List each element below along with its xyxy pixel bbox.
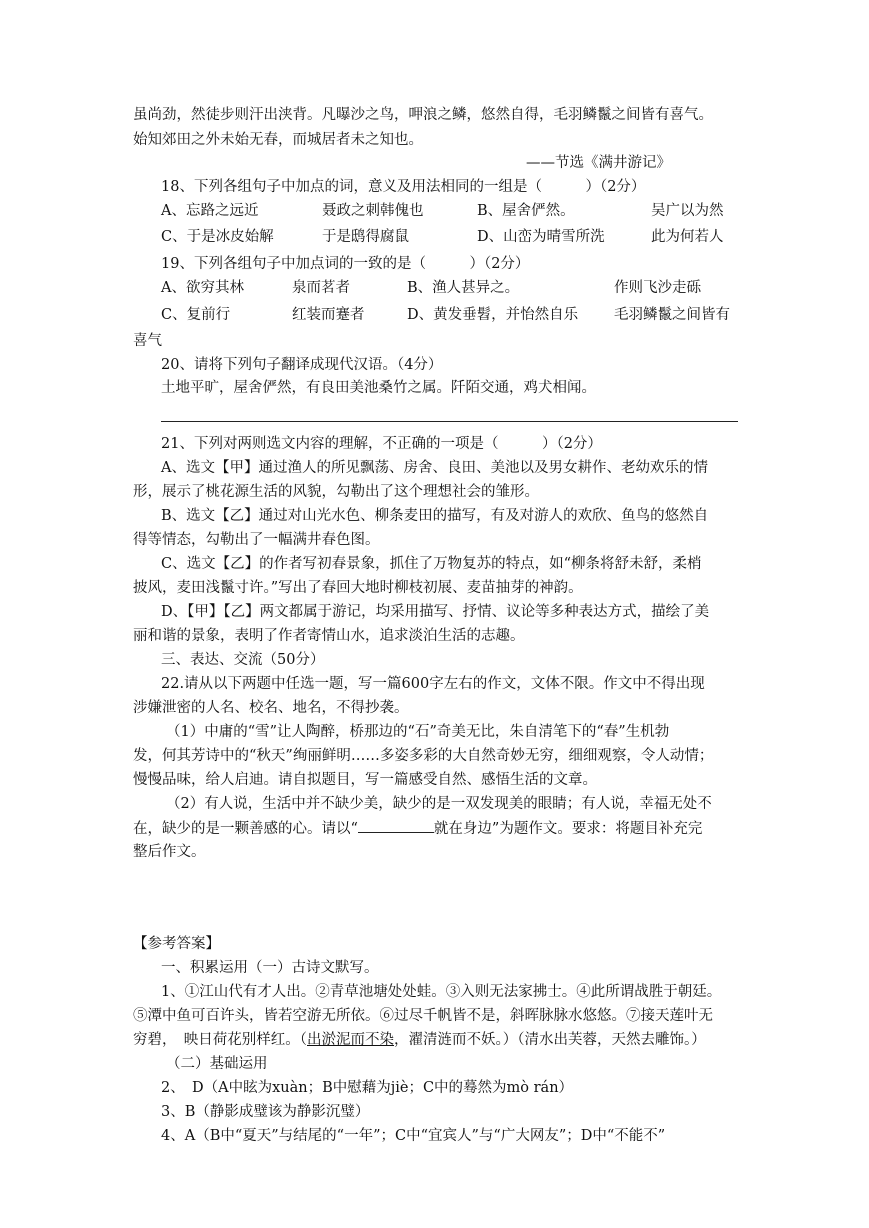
answer-4: 4、A（B中“夏天”与结尾的“一年”；C中“宜宾人”与“广大网友”；D中“不能不” xyxy=(161,1128,666,1144)
question-21-stem: 21、下列对两则选文内容的理解，不正确的一项是（ ）（2分） xyxy=(161,436,602,452)
q19-option-c2: 红装而蹇者 xyxy=(292,307,365,323)
question-22-stem: 22.请从以下两题中任选一题，写一篇600字左右的作文，文体不限。作文中不得出现 xyxy=(161,676,705,692)
answer-line xyxy=(161,421,738,422)
question-18-stem: 18、下列各组句子中加点的词，意义及用法相同的一组是（ ）（2分） xyxy=(161,179,646,195)
q19-option-d2: 毛羽鳞鬣之间皆有 xyxy=(614,307,730,323)
passage-source: ——节选《满井游记》 xyxy=(526,155,671,171)
q19-option-c1: C、复前行 xyxy=(161,307,231,323)
q22-prompt-2: （2）有人说，生活中并不缺少美，缺少的是一双发现美的眼睛；有人说，幸福无处不 xyxy=(166,796,712,812)
q19-option-a2: 泉而茗者 xyxy=(292,280,350,296)
q19-tail: 喜气 xyxy=(133,333,162,349)
q21-option-a: A、选文【甲】通过渔人的所见飘荡、房舍、良田、美池以及男女耕作、老幼欢乐的情 xyxy=(161,460,708,476)
answer-1: 1、①江山代有才人出。②青草池塘处处蛙。③入则无法家拂士。④此所谓战胜于朝廷。 xyxy=(161,984,722,1000)
question-20-text: 土地平旷，屋舍俨然，有良田美池桑竹之属。阡陌交通，鸡犬相闻。 xyxy=(161,380,596,396)
q19-option-a1: A、欲穷其林 xyxy=(161,280,244,296)
q18-option-a2: 聂政之刺韩傀也 xyxy=(322,203,424,219)
q21-option-d-cont: 丽和谐的景象，表明了作者寄情山水，追求淡泊生活的志趣。 xyxy=(133,628,525,644)
q22-prompt-2-text: 在，缺少的是一颗善感的心。请以“ xyxy=(133,821,358,837)
q21-option-c: C、选文【乙】的作者写初春景象，抓住了万物复苏的特点，如“柳条将舒未舒，柔梢 xyxy=(161,556,702,572)
answer-3: 3、B（静影成璧该为静影沉璧） xyxy=(161,1104,370,1120)
q19-option-b2: 作则飞沙走砾 xyxy=(614,280,701,296)
underlined-answer: 出淤泥而不染 xyxy=(307,1032,394,1048)
q19-option-d1: D、黄发垂髫，并怡然自乐 xyxy=(407,307,579,323)
q21-option-a-cont: 形，展示了桃花源生活的风貌，勾勒出了这个理想社会的雏形。 xyxy=(133,484,539,500)
passage-line: 始知郊田之外未始无春，而城居者未之知也。 xyxy=(133,132,423,148)
q22-prompt-1: （1）中庸的“雪”让人陶醉，桥那边的“石”奇美无比，朱自清笔下的“春”生机勃 xyxy=(166,724,670,740)
answer-2: 2、 D（A中眩为xuàn；B中慰藉为jiè；C中的蓦然为mò rán） xyxy=(161,1080,574,1096)
answer-1-cont: ⑤潭中鱼可百许头，皆若空游无所依。⑥过尽千帆皆不是，斜晖脉脉水悠悠。⑦接天莲叶无 xyxy=(133,1008,713,1024)
question-22-stem-cont: 涉嫌泄密的人名、校名、地名，不得抄袭。 xyxy=(133,700,409,716)
q18-option-b1: B、屋舍俨然。 xyxy=(477,203,575,219)
q18-option-a1: A、忘路之远近 xyxy=(161,203,259,219)
section-heading: 三、表达、交流（50分） xyxy=(161,652,325,668)
q18-option-c1: C、于是冰皮始解 xyxy=(161,229,274,245)
question-20-stem: 20、请将下列句子翻译成现代汉语。（4分） xyxy=(161,357,443,373)
q22-prompt-2-cont xyxy=(133,818,702,839)
q18-option-b2: 吴广以为然 xyxy=(651,203,724,219)
answer-text: ，濯清涟而不妖。）（清水出芙蓉，天然去雕饰。） xyxy=(394,1032,706,1048)
q22-prompt-1-cont: 发，何其芳诗中的“秋天”绚丽鲜明……多姿多彩的大自然奇妙无穷，细细观察，令人动情； xyxy=(133,748,714,764)
answers-section-1: 一、积累运用（一）古诗文默写。 xyxy=(161,960,379,976)
q22-prompt-1-cont: 慢慢品味，给人启迪。请自拟题目，写一篇感受自然、感悟生活的文章。 xyxy=(133,772,597,788)
q19-option-b1: B、渔人甚异之。 xyxy=(407,280,520,296)
q22-prompt-2-text: 就在身边”为题作文。要求：将题目补充完 xyxy=(433,821,703,837)
question-19-stem: 19、下列各组句子中加点词的一致的是（ ）（2分） xyxy=(161,256,530,272)
q18-option-c2: 于是鸱得腐鼠 xyxy=(322,229,409,245)
answers-section-2: （二）基础运用 xyxy=(166,1056,268,1072)
q18-option-d1: D、山峦为晴雪所洗 xyxy=(477,229,605,245)
q21-option-b-cont: 得等情态，勾勒出了一幅满井春色图。 xyxy=(133,532,380,548)
q21-option-b: B、选文【乙】通过对山光水色、柳条麦田的描写，有及对游人的欢欣、鱼鸟的悠然自 xyxy=(161,508,709,524)
answer-1-cont xyxy=(133,1030,706,1050)
q21-option-c-cont: 披风，麦田浅鬣寸许。”写出了春回大地时柳枝初展、麦苗抽芽的神韵。 xyxy=(133,580,583,596)
answers-heading: 【参考答案】 xyxy=(133,936,220,952)
q22-prompt-2-cont: 整后作文。 xyxy=(133,844,206,860)
answer-text: 穷碧， 映日荷花别样红。（ xyxy=(133,1032,307,1048)
q21-option-d: D、【甲】【乙】两文都属于游记，均采用描写、抒情、议论等多种表达方式，描绘了美 xyxy=(161,604,710,620)
q18-option-d2: 此为何若人 xyxy=(651,229,724,245)
passage-line: 虽尚劲，然徒步则汗出浃背。凡曝沙之鸟，呷浪之鳞，悠然自得，毛羽鳞鬣之间皆有喜气。 xyxy=(133,107,713,123)
fill-in-blank xyxy=(358,818,434,833)
